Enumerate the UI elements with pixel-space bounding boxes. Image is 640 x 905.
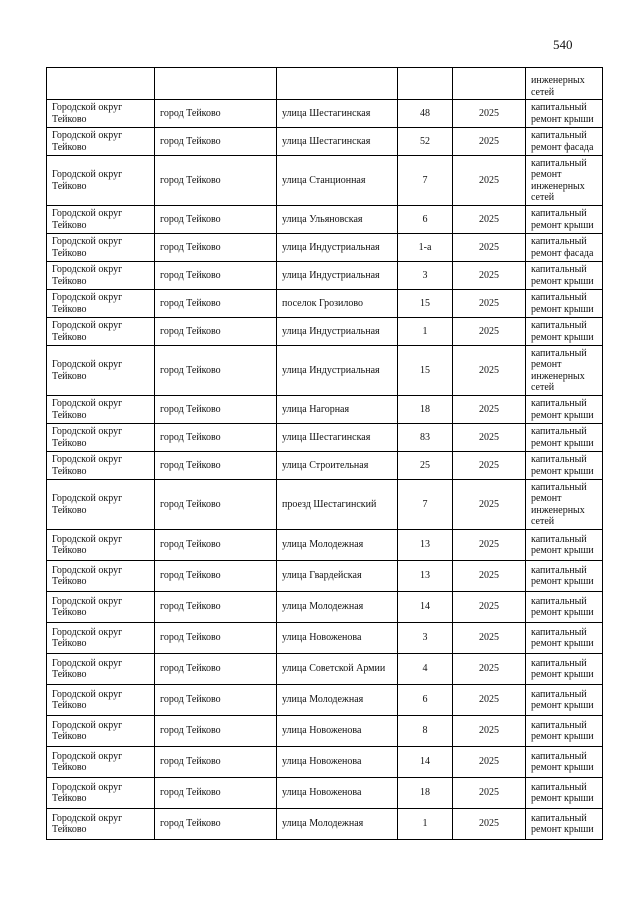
city-cell: город Тейково — [155, 778, 277, 809]
table-row — [47, 206, 603, 234]
year-cell: 2025 — [453, 716, 526, 747]
house-number-cell: 3 — [398, 262, 453, 290]
year-cell: 2025 — [453, 561, 526, 592]
district-cell: Городской округ Тейково — [47, 100, 155, 128]
year-cell: 2025 — [453, 747, 526, 778]
work-type-cell: капитальный ремонт крыши — [526, 685, 603, 716]
year-cell: 2025 — [453, 480, 526, 530]
house-number-cell: 7 — [398, 480, 453, 530]
work-type-cell: капитальный ремонт крыши — [526, 318, 603, 346]
year-cell: 2025 — [453, 290, 526, 318]
work-type-cell: капитальный ремонт крыши — [526, 778, 603, 809]
district-cell: Городской округ Тейково — [47, 318, 155, 346]
year-cell: 2025 — [453, 623, 526, 654]
city-cell: город Тейково — [155, 561, 277, 592]
street-cell: улица Станционная — [277, 156, 398, 206]
street-cell: улица Гвардейская — [277, 561, 398, 592]
work-type-cell: инженерных сетей — [526, 68, 603, 100]
district-cell: Городской округ Тейково — [47, 530, 155, 561]
district-cell: Городской округ Тейково — [47, 346, 155, 396]
district-cell: Городской округ Тейково — [47, 206, 155, 234]
city-cell: город Тейково — [155, 262, 277, 290]
year-cell: 2025 — [453, 809, 526, 840]
district-cell: Городской округ Тейково — [47, 561, 155, 592]
table-row — [47, 654, 603, 685]
table-row — [47, 809, 603, 840]
street-cell: проезд Шестагинский — [277, 480, 398, 530]
house-number-cell: 8 — [398, 716, 453, 747]
year-cell: 2025 — [453, 346, 526, 396]
house-number-cell: 52 — [398, 128, 453, 156]
district-cell: Городской округ Тейково — [47, 262, 155, 290]
year-cell: 2025 — [453, 156, 526, 206]
district-cell: Городской округ Тейково — [47, 592, 155, 623]
city-cell: город Тейково — [155, 623, 277, 654]
year-cell: 2025 — [453, 654, 526, 685]
street-cell: поселок Грозилово — [277, 290, 398, 318]
work-type-cell: капитальный ремонт крыши — [526, 206, 603, 234]
table-row — [47, 452, 603, 480]
work-type-cell: капитальный ремонт крыши — [526, 396, 603, 424]
street-cell: улица Новоженова — [277, 747, 398, 778]
work-type-cell: капитальный ремонт крыши — [526, 262, 603, 290]
year-cell: 2025 — [453, 396, 526, 424]
street-cell: улица Индустриальная — [277, 262, 398, 290]
house-number-cell — [398, 68, 453, 100]
table-row — [47, 128, 603, 156]
work-type-cell: капитальный ремонт крыши — [526, 530, 603, 561]
table-row — [47, 716, 603, 747]
house-number-cell: 1 — [398, 809, 453, 840]
house-number-cell: 3 — [398, 623, 453, 654]
year-cell: 2025 — [453, 452, 526, 480]
work-type-cell: капитальный ремонт фасада — [526, 234, 603, 262]
work-type-cell: капитальный ремонт крыши — [526, 654, 603, 685]
house-number-cell: 18 — [398, 778, 453, 809]
work-type-cell: капитальный ремонт крыши — [526, 424, 603, 452]
table-row — [47, 156, 603, 206]
year-cell: 2025 — [453, 685, 526, 716]
city-cell: город Тейково — [155, 396, 277, 424]
work-type-cell: капитальный ремонт крыши — [526, 592, 603, 623]
city-cell: город Тейково — [155, 716, 277, 747]
work-type-cell: капитальный ремонт крыши — [526, 290, 603, 318]
city-cell: город Тейково — [155, 290, 277, 318]
table-row — [47, 778, 603, 809]
table-row — [47, 100, 603, 128]
year-cell: 2025 — [453, 778, 526, 809]
street-cell: улица Новоженова — [277, 778, 398, 809]
district-cell — [47, 68, 155, 100]
city-cell: город Тейково — [155, 809, 277, 840]
city-cell: город Тейково — [155, 530, 277, 561]
street-cell: улица Молодежная — [277, 685, 398, 716]
table-row — [47, 346, 603, 396]
table-row — [47, 530, 603, 561]
house-number-cell: 4 — [398, 654, 453, 685]
city-cell: город Тейково — [155, 346, 277, 396]
house-number-cell: 48 — [398, 100, 453, 128]
city-cell: город Тейково — [155, 685, 277, 716]
year-cell: 2025 — [453, 318, 526, 346]
year-cell: 2025 — [453, 262, 526, 290]
house-number-cell: 1 — [398, 318, 453, 346]
district-cell: Городской округ Тейково — [47, 234, 155, 262]
table-row — [47, 424, 603, 452]
table-row — [47, 318, 603, 346]
table-row — [47, 262, 603, 290]
work-type-cell: капитальный ремонт крыши — [526, 100, 603, 128]
table-row-continued — [47, 68, 603, 100]
street-cell: улица Шестагинская — [277, 128, 398, 156]
street-cell: улица Нагорная — [277, 396, 398, 424]
work-type-cell: капитальный ремонт крыши — [526, 747, 603, 778]
work-type-cell: капитальный ремонт крыши — [526, 561, 603, 592]
city-cell: город Тейково — [155, 234, 277, 262]
street-cell: улица Молодежная — [277, 592, 398, 623]
city-cell — [155, 68, 277, 100]
house-number-cell: 18 — [398, 396, 453, 424]
house-number-cell: 7 — [398, 156, 453, 206]
street-cell: улица Молодежная — [277, 530, 398, 561]
district-cell: Городской округ Тейково — [47, 623, 155, 654]
work-type-cell: капитальный ремонт крыши — [526, 716, 603, 747]
street-cell: улица Новоженова — [277, 716, 398, 747]
district-cell: Городской округ Тейково — [47, 424, 155, 452]
year-cell: 2025 — [453, 100, 526, 128]
street-cell: улица Индустриальная — [277, 318, 398, 346]
house-number-cell: 83 — [398, 424, 453, 452]
work-type-cell: капитальный ремонт инженерных сетей — [526, 156, 603, 206]
table-row — [47, 592, 603, 623]
street-cell: улица Строительная — [277, 452, 398, 480]
house-number-cell: 13 — [398, 530, 453, 561]
district-cell: Городской округ Тейково — [47, 290, 155, 318]
work-type-cell: капитальный ремонт крыши — [526, 623, 603, 654]
year-cell: 2025 — [453, 424, 526, 452]
work-type-cell: капитальный ремонт крыши — [526, 809, 603, 840]
work-type-cell: капитальный ремонт инженерных сетей — [526, 480, 603, 530]
district-cell: Городской округ Тейково — [47, 716, 155, 747]
table-row — [47, 234, 603, 262]
table-row — [47, 480, 603, 530]
district-cell: Городской округ Тейково — [47, 452, 155, 480]
city-cell: город Тейково — [155, 424, 277, 452]
district-cell: Городской округ Тейково — [47, 654, 155, 685]
street-cell: улица Молодежная — [277, 809, 398, 840]
page-number: 540 — [553, 37, 573, 52]
house-number-cell: 15 — [398, 290, 453, 318]
year-cell: 2025 — [453, 234, 526, 262]
table-row — [47, 623, 603, 654]
house-number-cell: 13 — [398, 561, 453, 592]
city-cell: город Тейково — [155, 318, 277, 346]
district-cell: Городской округ Тейково — [47, 156, 155, 206]
city-cell: город Тейково — [155, 128, 277, 156]
district-cell: Городской округ Тейково — [47, 396, 155, 424]
table-row — [47, 747, 603, 778]
street-cell: улица Индустриальная — [277, 234, 398, 262]
street-cell: улица Ульяновская — [277, 206, 398, 234]
district-cell: Городской округ Тейково — [47, 778, 155, 809]
work-type-cell: капитальный ремонт фасада — [526, 128, 603, 156]
work-type-cell: капитальный ремонт крыши — [526, 452, 603, 480]
year-cell: 2025 — [453, 530, 526, 561]
street-cell: улица Шестагинская — [277, 424, 398, 452]
street-cell: улица Новоженова — [277, 623, 398, 654]
city-cell: город Тейково — [155, 480, 277, 530]
city-cell: город Тейково — [155, 654, 277, 685]
district-cell: Городской округ Тейково — [47, 809, 155, 840]
city-cell: город Тейково — [155, 592, 277, 623]
table-row — [47, 561, 603, 592]
house-number-cell: 1-а — [398, 234, 453, 262]
district-cell: Городской округ Тейково — [47, 480, 155, 530]
city-cell: город Тейково — [155, 156, 277, 206]
table-row — [47, 685, 603, 716]
house-number-cell: 6 — [398, 685, 453, 716]
year-cell: 2025 — [453, 206, 526, 234]
house-number-cell: 15 — [398, 346, 453, 396]
street-cell: улица Шестагинская — [277, 100, 398, 128]
street-cell: улица Индустриальная — [277, 346, 398, 396]
year-cell: 2025 — [453, 128, 526, 156]
street-cell — [277, 68, 398, 100]
repair-schedule-table — [46, 67, 603, 840]
work-type-cell: капитальный ремонт инженерных сетей — [526, 346, 603, 396]
district-cell: Городской округ Тейково — [47, 747, 155, 778]
house-number-cell: 6 — [398, 206, 453, 234]
table-row — [47, 290, 603, 318]
district-cell: Городской округ Тейково — [47, 128, 155, 156]
city-cell: город Тейково — [155, 206, 277, 234]
house-number-cell: 14 — [398, 747, 453, 778]
street-cell: улица Советской Армии — [277, 654, 398, 685]
year-cell: 2025 — [453, 592, 526, 623]
district-cell: Городской округ Тейково — [47, 685, 155, 716]
city-cell: город Тейково — [155, 100, 277, 128]
house-number-cell: 25 — [398, 452, 453, 480]
year-cell — [453, 68, 526, 100]
table-row — [47, 396, 603, 424]
city-cell: город Тейково — [155, 452, 277, 480]
house-number-cell: 14 — [398, 592, 453, 623]
city-cell: город Тейково — [155, 747, 277, 778]
